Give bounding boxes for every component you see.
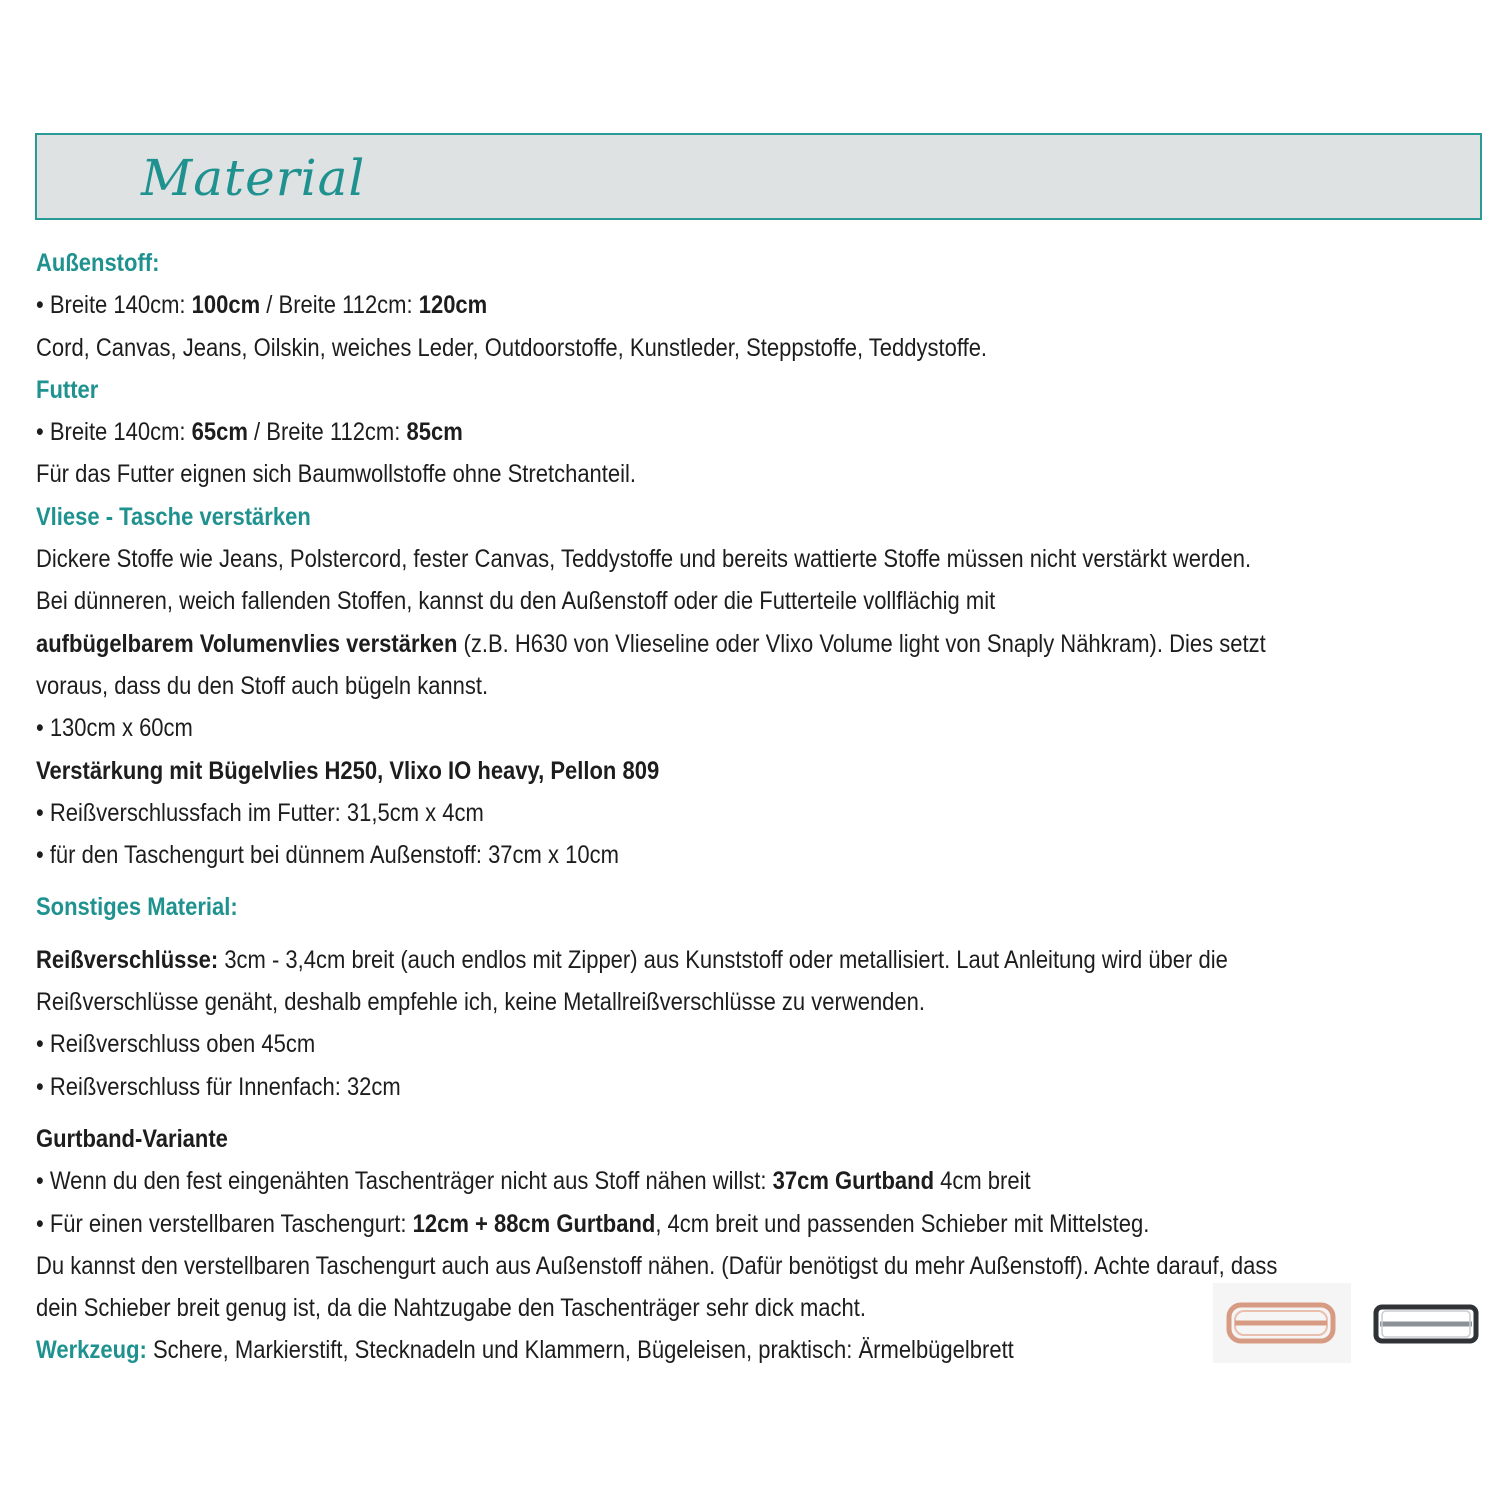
zip-text: Reißverschlüsse genäht, deshalb empfehle ich, keine Metallreißverschlüsse zu verwenden.	[36, 988, 926, 1017]
werkzeug-label: Werkzeug:	[36, 1336, 147, 1365]
copper-slider-icon	[1213, 1283, 1351, 1363]
vliese-size: • 130cm x 60cm	[36, 714, 193, 743]
gurtband-text: • Für einen verstellbaren Taschengurt:	[36, 1209, 413, 1238]
width-112-value: 120cm	[418, 291, 488, 320]
header-title: Material	[141, 149, 366, 207]
width-140-value: 100cm	[191, 291, 261, 320]
aussenstoff-fabrics: Cord, Canvas, Jeans, Oilskin, weiches Leder, Outdoorstoffe, Kunstleder, Steppstoffe, Teddystoffe.	[36, 333, 988, 362]
width-label: / Breite 112cm:	[247, 418, 407, 447]
gurtband-text: , 4cm breit und passenden Schieber mit Mittelsteg.	[655, 1209, 1150, 1238]
sonstiges-heading: Sonstiges Material:	[36, 893, 238, 922]
reinforce-heading-text: Verstärkung mit Bügelvlies H250, Vlixo IO heavy, Pellon 809	[36, 756, 660, 785]
vliese-text-rest: (z.B. H630 von Vlieseline oder Vlixo Volume light von Snaply Nähkram). Dies setzt	[457, 629, 1266, 658]
material-content	[36, 242, 1486, 1372]
gurtband-text: 4cm breit	[934, 1167, 1031, 1196]
gurtband-item	[36, 1160, 1312, 1202]
reinforce-item: • für den Taschengurt bei dünnem Außenstoff: 37cm x 10cm	[36, 841, 619, 870]
width-112-value: 85cm	[406, 418, 463, 447]
zip-label: Reißverschlüsse:	[36, 945, 219, 974]
material-header	[35, 133, 1482, 220]
gurtband-text: Du kannst den verstellbaren Taschengurt auch aus Außenstoff nähen. (Dafür benötigst du mehr Außenstoff). Achte darauf, dass	[36, 1251, 1278, 1280]
width-140-value: 65cm	[191, 418, 248, 447]
width-label: / Breite 112cm:	[260, 291, 419, 320]
zip-item: • Reißverschluss für Innenfach: 32cm	[36, 1072, 401, 1101]
werkzeug-text: Schere, Markierstift, Stecknadeln und Klammern, Bügeleisen, praktisch: Ärmelbügelbrett	[146, 1336, 1014, 1365]
futter-heading: Futter	[36, 375, 99, 404]
gurtband-bold: 12cm + 88cm Gurtband	[412, 1209, 656, 1238]
width-label: • Breite 140cm:	[36, 418, 192, 447]
reinforce-heading	[36, 750, 1312, 792]
vliese-text	[36, 623, 1312, 665]
futter-note: Für das Futter eignen sich Baumwollstoffe ohne Stretchanteil.	[36, 460, 637, 489]
futter-widths	[36, 411, 1312, 453]
silver-slider-icon	[1362, 1283, 1487, 1363]
zip-item: • Reißverschluss oben 45cm	[36, 1030, 316, 1059]
aussenstoff-widths	[36, 284, 1312, 326]
zip-text-rest: 3cm - 3,4cm breit (auch endlos mit Zipper) aus Kunststoff oder metallisiert. Laut Anleitung wird über die	[218, 945, 1228, 974]
silver-slider-graphic	[1362, 1283, 1487, 1363]
gurtband-item	[36, 1203, 1312, 1245]
vliese-heading: Vliese - Tasche verstärken	[36, 502, 311, 531]
width-label: • Breite 140cm:	[36, 291, 192, 320]
gurtband-text: • Wenn du den fest eingenähten Taschenträger nicht aus Stoff nähen willst:	[36, 1167, 773, 1196]
vliese-text: Dickere Stoffe wie Jeans, Polstercord, fester Canvas, Teddystoffe und bereits wattierte Stoffe müssen nicht verstärkt werden.	[36, 545, 1252, 574]
gurtband-text: dein Schieber breit genug ist, da die Nahtzugabe den Taschenträger sehr dick macht.	[36, 1294, 867, 1323]
aussenstoff-heading: Außenstoff:	[36, 249, 160, 277]
gurtband-heading-text: Gurtband-Variante	[36, 1124, 228, 1153]
werkzeug-line	[36, 1329, 1312, 1371]
copper-slider-graphic	[1213, 1283, 1351, 1363]
gurtband-heading	[36, 1118, 1312, 1160]
vliese-bold: aufbügelbarem Volumenvlies verstärken	[36, 629, 458, 658]
zip-text	[36, 939, 1312, 981]
gurtband-bold: 37cm Gurtband	[772, 1167, 935, 1196]
vliese-text: voraus, dass du den Stoff auch bügeln kannst.	[36, 671, 489, 700]
vliese-text: Bei dünneren, weich fallenden Stoffen, kannst du den Außenstoff oder die Futterteile vollflächig mit	[36, 587, 996, 616]
reinforce-item: • Reißverschlussfach im Futter: 31,5cm x 4cm	[36, 798, 484, 827]
